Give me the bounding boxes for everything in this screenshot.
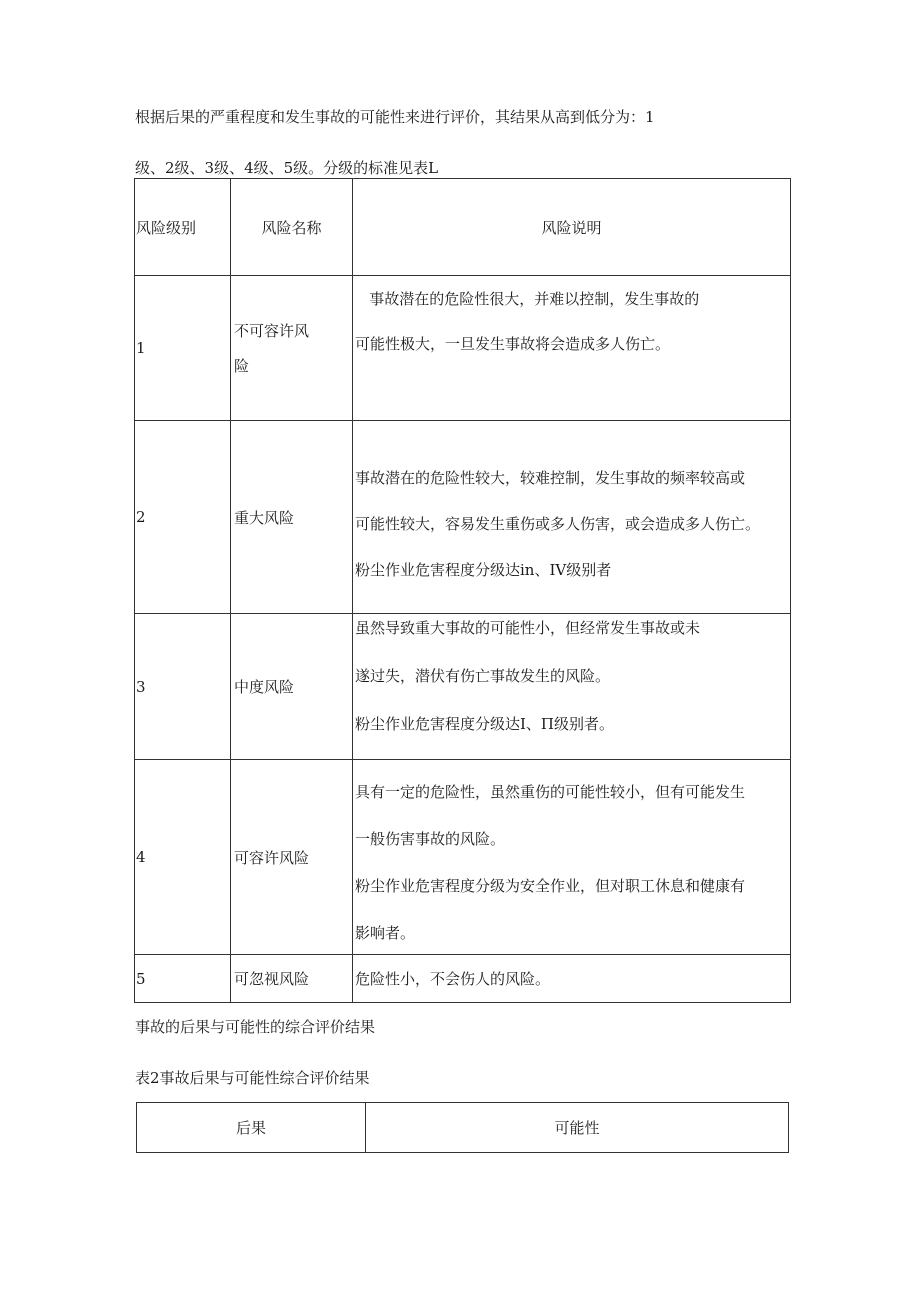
risk-description [353,614,791,760]
risk-description-line: 一般伤害事故的风险。 [355,830,506,848]
section-title: 事故的后果与可能性的综合评价结果 [135,1018,376,1036]
intro-line-2: 级、2级、3级、4级、5级。分级的标准见表L [135,159,439,177]
risk-description: 危险性小，不会伤人的风险。 [353,955,791,1003]
risk-name: 可容许风险 [231,760,353,955]
consequence-possibility-table [136,1102,789,1153]
risk-level: 1 [135,276,231,421]
table-header-row [135,179,791,276]
risk-level-table [134,178,791,1003]
table-row [135,276,791,421]
risk-description-line: 可能性较大，容易发生重伤或多人伤害，或会造成多人伤亡。 [355,515,761,533]
risk-description-line: 遂过失，潜伏有伤亡事故发生的风险。 [355,667,611,685]
table-row [135,614,791,760]
header-consequence: 后果 [137,1103,366,1153]
risk-description-line: 事故潜在的危险性很大，并难以控制，发生事故的 [355,290,700,308]
risk-description [353,421,791,614]
risk-description-line: 虽然导致重大事故的可能性小，但经常发生事故或未 [355,619,701,637]
header-risk-description: 风险说明 [353,179,791,276]
header-possibility: 可能性 [366,1103,789,1153]
risk-name: 可忽视风险 [231,955,353,1003]
risk-level: 3 [135,614,231,760]
risk-name-line: 险 [234,356,250,375]
risk-description-line: 可能性极大，一旦发生事故将会造成多人伤亡。 [355,335,671,353]
table2-caption: 表2事故后果与可能性综合评价结果 [135,1069,370,1087]
risk-level: 5 [135,955,231,1003]
risk-description-line: 具有一定的危险性，虽然重伤的可能性较小，但有可能发生 [355,783,746,801]
risk-name: 中度风险 [231,614,353,760]
header-risk-level: 风险级别 [135,179,231,276]
risk-description-line: 粉尘作业危害程度分级为安全作业，但对职工休息和健康有 [355,877,746,895]
header-risk-name: 风险名称 [231,179,353,276]
table-row [135,421,791,614]
table-row [135,760,791,955]
risk-name-line: 不可容许风 [234,321,310,340]
table-row [135,955,791,1003]
risk-name [231,276,353,421]
risk-description [353,276,791,421]
risk-description [353,760,791,955]
risk-description-line: 粉尘作业危害程度分级达I、Π级别者。 [355,715,615,733]
risk-description-line: 粉尘作业危害程度分级达in、IV级别者 [355,561,612,579]
risk-level: 4 [135,760,231,955]
intro-line-1: 根据后果的严重程度和发生事故的可能性来进行评价，其结果从高到低分为：1 [135,108,655,126]
risk-description-line: 事故潜在的危险性较大，较难控制，发生事故的频率较高或 [355,469,746,487]
risk-level: 2 [135,421,231,614]
risk-description-line: 影响者。 [355,924,416,942]
risk-name: 重大风险 [231,421,353,614]
table-header-row [137,1103,789,1153]
